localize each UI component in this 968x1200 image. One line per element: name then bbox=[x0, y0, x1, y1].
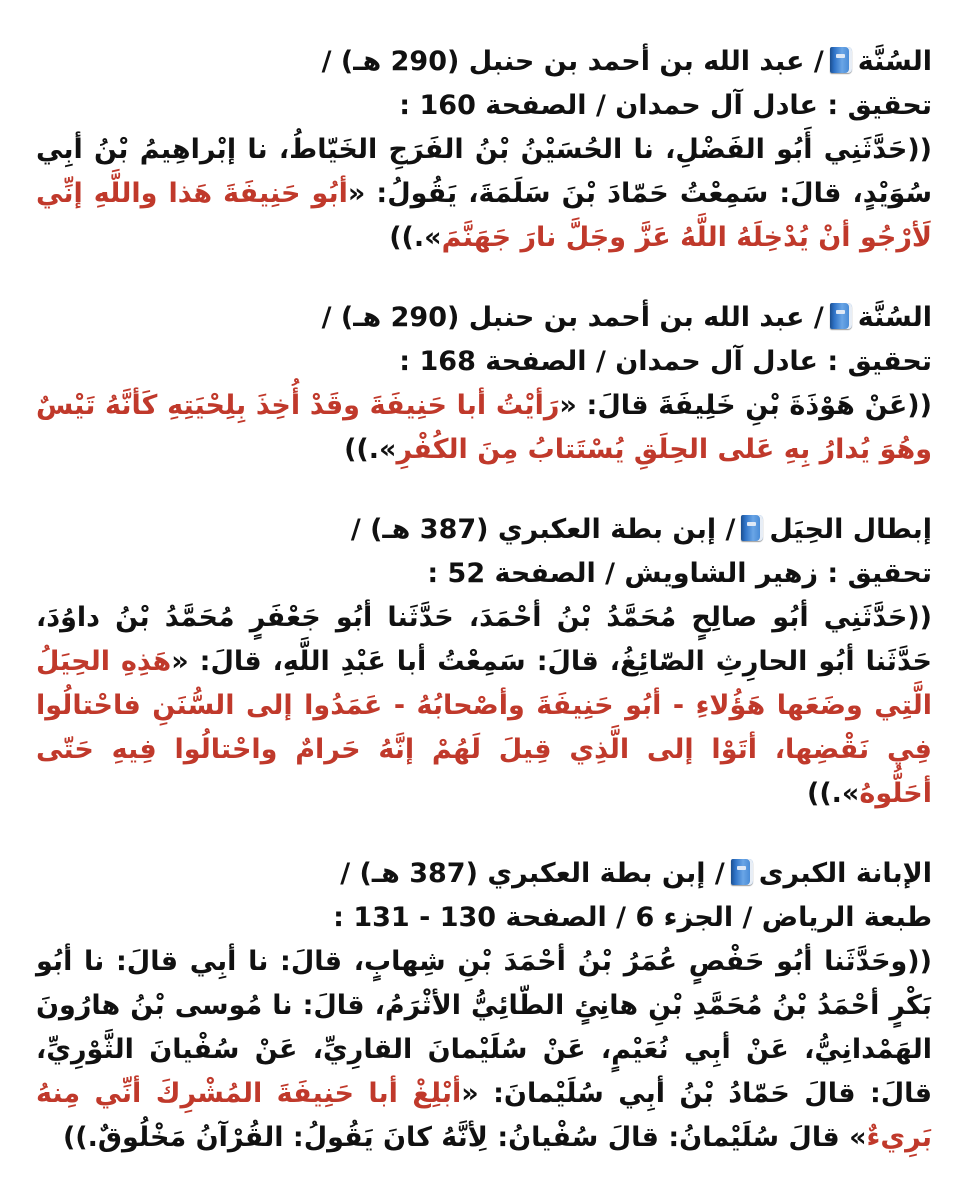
book-icon bbox=[830, 47, 852, 73]
highlighted-quote: هَذِهِ الحِيَلُ الَّتِي وضَعَها هَؤُلاءِ - أبُو حَنِيفَةَ وأصْحابُهُ - عَمَدُوا إلى السُّنَنِ فاحْتالُوا فِي نَقْضِها، أتَوْا إلى الَّذِي قِيلَ لَهُمْ إنَّهُ حَرامٌ واحْتالُوا فِيهِ حَتّى أحَلُّوهُ bbox=[36, 646, 932, 809]
citation-entry-2 bbox=[36, 296, 932, 472]
author-line: / إبن بطة العكبري (387 هـ) / bbox=[350, 514, 736, 545]
narration-chain: ((وحَدَّثَنا أبُو حَفْصٍ عُمَرُ بْنُ أحْمَدَ بْنِ شِهابٍ، قالَ: نا أبِي قالَ: نا أبُو بَكْرٍ أحْمَدُ بْنُ مُحَمَّدِ بْنِ هانِئٍ الطّائِيُّ الأثْرَمُ، قالَ: نا مُوسى بْنُ هارُونَ الهَمْدانِيُّ، عَنْ أبِي نُعَيْمٍ، عَنْ سُلَيْمانَ القارِيِّ، عَنْ سُفْيانَ الثَّوْرِيِّ، قالَ: قالَ حَمّادُ بْنُ أبِي سُلَيْمانَ: « bbox=[36, 946, 933, 1109]
author-line: / عبد الله بن أحمد بن حنبل (290 هـ) / bbox=[321, 302, 824, 333]
citation-entry-1 bbox=[36, 40, 932, 260]
highlighted-quote: أبْلِغْ أبا حَنِيفَةَ المُشْرِكَ أنِّي مِنهُ بَرِيءٌ bbox=[36, 1078, 932, 1153]
highlighted-quote: رَأيْتُ أبا حَنِيفَةَ وقَدْ أُخِذَ بِلِحْيَتِهِ كَأنَّهُ تَيْسٌ وهُوَ يُدارُ بِهِ عَلى الحِلَقِ يُسْتَتابُ مِنَ الكُفْرِ bbox=[36, 390, 932, 465]
book-icon bbox=[731, 859, 753, 885]
edition-line: طبعة الرياض / الجزء 6 / الصفحة 130 - 131 : bbox=[333, 902, 932, 933]
book-title: السُنَّة bbox=[857, 302, 932, 333]
source-line bbox=[36, 852, 932, 896]
narration-end: ».)) bbox=[389, 222, 442, 253]
book-title: إبطال الحِيَل bbox=[769, 514, 932, 545]
source-line bbox=[36, 508, 932, 552]
book-title: السُنَّة bbox=[857, 46, 932, 77]
narration-text bbox=[36, 596, 932, 816]
book-icon bbox=[830, 303, 852, 329]
narration-chain: ((عَنْ هَوْذَةَ بْنِ خَلِيفَةَ قالَ: « bbox=[559, 390, 932, 421]
source-line bbox=[36, 40, 932, 84]
edition-line: تحقيق : عادل آل حمدان / الصفحة 168 : bbox=[399, 346, 932, 377]
author-line: / عبد الله بن أحمد بن حنبل (290 هـ) / bbox=[321, 46, 824, 77]
narration-text bbox=[36, 384, 932, 472]
narration-end: ».)) bbox=[807, 778, 860, 809]
source-line bbox=[36, 296, 932, 340]
narration-chain: ((حَدَّثَنِي أبُو صالِحٍ مُحَمَّدُ بْنُ أحْمَدَ، حَدَّثَنا أبُو جَعْفَرٍ مُحَمَّدُ بْنُ داوُدَ، حَدَّثَنا أبُو الحارِثِ الصّائِغُ، قالَ: سَمِعْتُ أبا عَبْدِ اللَّهِ، قالَ: « bbox=[36, 602, 932, 677]
narration-text bbox=[36, 128, 932, 260]
citation-entry-4 bbox=[36, 852, 932, 1160]
narration-text bbox=[36, 940, 932, 1160]
author-line: / إبن بطة العكبري (387 هـ) / bbox=[340, 858, 725, 889]
book-icon bbox=[741, 515, 763, 541]
citation-entry-3 bbox=[36, 508, 932, 816]
edition-line: تحقيق : عادل آل حمدان / الصفحة 160 : bbox=[399, 90, 932, 121]
narration-end: ».)) bbox=[344, 434, 397, 465]
narration-chain: ((حَدَّثَنِي أَبُو الفَضْلِ، نا الحُسَيْنُ بْنُ الفَرَجِ الخَيّاطُ، نا إبْراهِيمُ بْنُ أبِي سُوَيْدٍ، قالَ: سَمِعْتُ حَمّادَ بْنَ سَلَمَةَ، يَقُولُ: « bbox=[36, 134, 932, 209]
book-title: الإبانة الكبرى bbox=[758, 858, 932, 889]
edition-line: تحقيق : زهير الشاويش / الصفحة 52 : bbox=[427, 558, 932, 589]
highlighted-quote: أبُو حَنِيفَةَ هَذا واللَّهِ إنِّي لَأرْجُو أنْ يُدْخِلَهُ اللَّهُ عَزَّ وجَلَّ نارَ جَهَنَّمَ bbox=[36, 178, 932, 253]
narration-end: » قالَ سُلَيْمانُ: قالَ سُفْيانُ: لِأنَّهُ كانَ يَقُولُ: القُرْآنُ مَخْلُوقٌ.)) bbox=[62, 1122, 867, 1153]
